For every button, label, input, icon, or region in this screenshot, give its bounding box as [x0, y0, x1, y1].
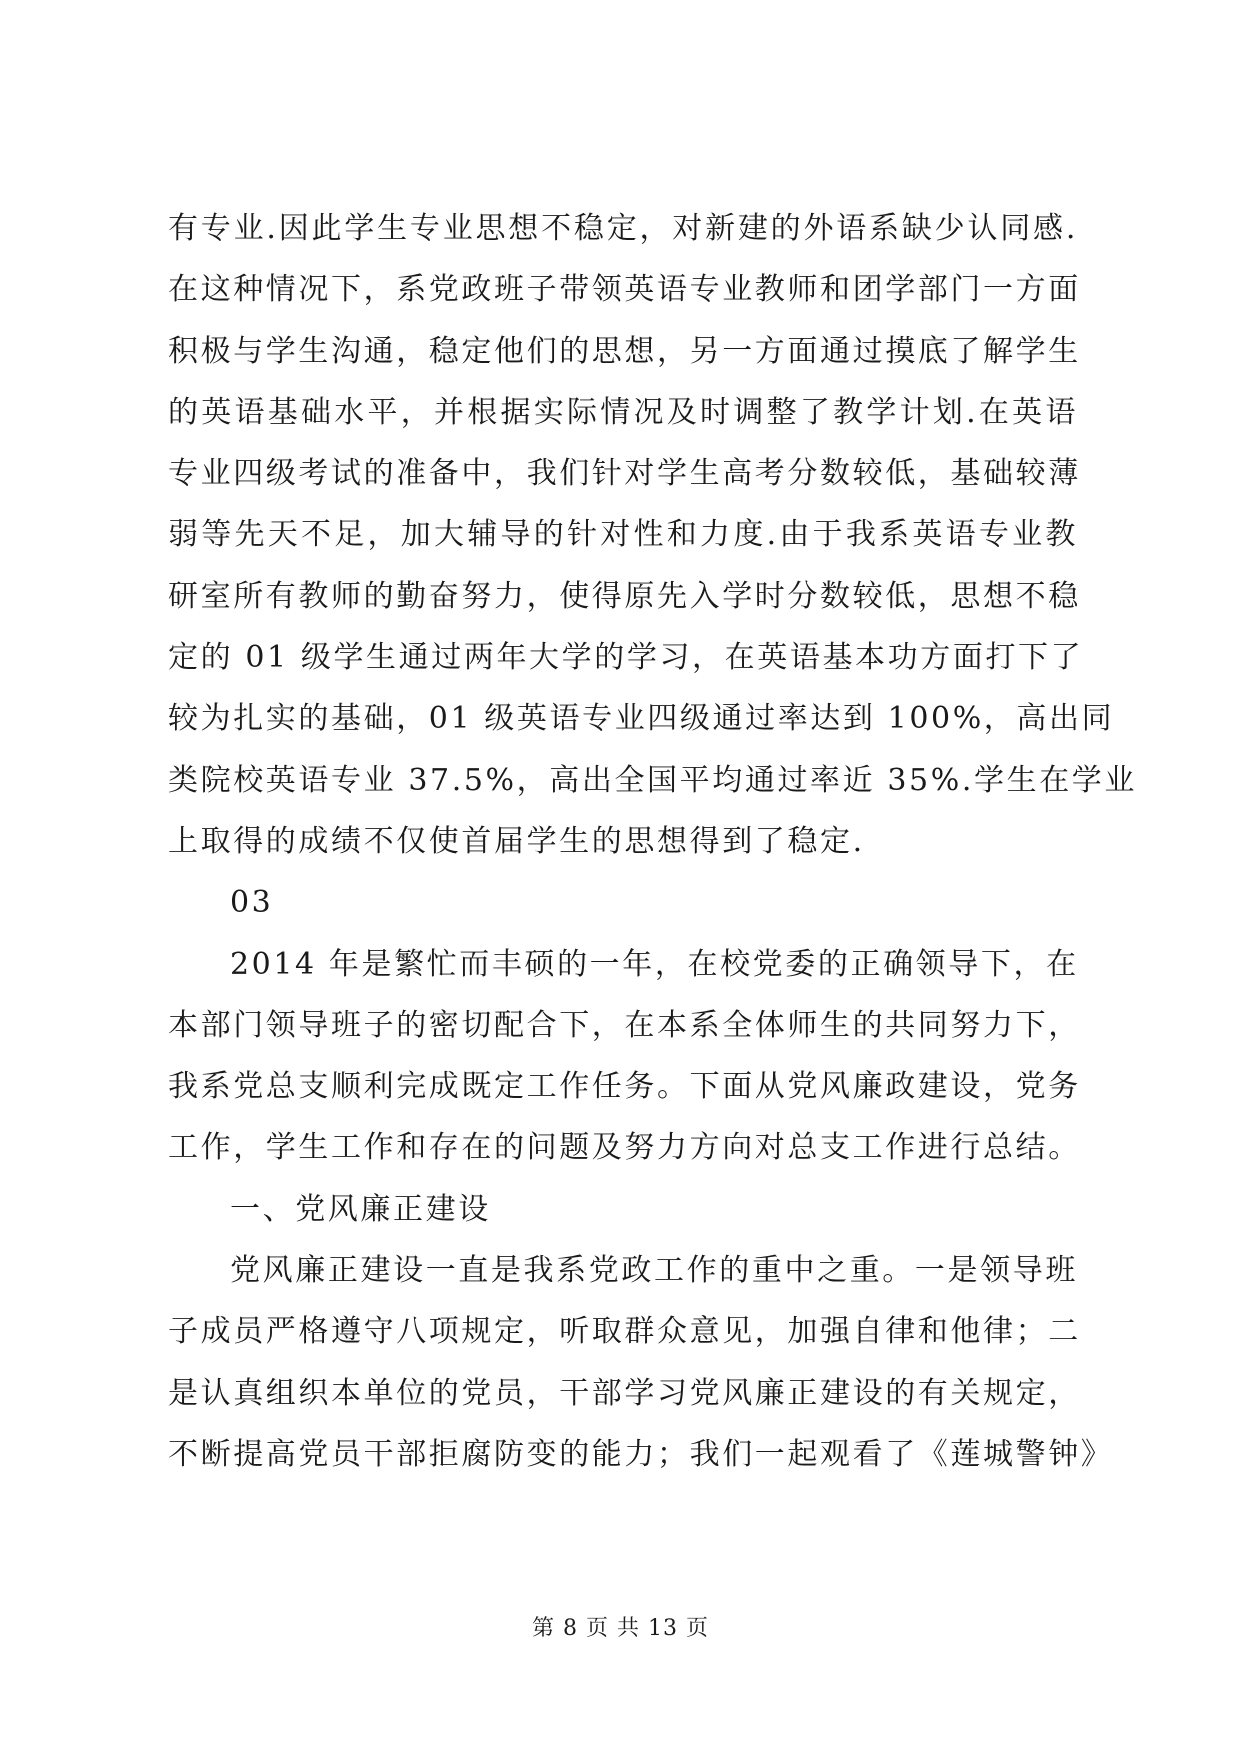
text-line: 较为扎实的基础，01 级英语专业四级通过率达到 100%，高出同	[168, 701, 1115, 737]
text-line: 子成员严格遵守八项规定，听取群众意见，加强自律和他律；二	[168, 1314, 1081, 1350]
text-line: 类院校英语专业 37.5%，高出全国平均通过率近 35%.学生在学业	[168, 762, 1137, 798]
text-line: 定的 01 级学生通过两年大学的学习，在英语基本功方面打下了	[168, 640, 1084, 676]
page-number-footer: 第 8 页 共 13 页	[532, 1616, 709, 1641]
text-line: 不断提高党员干部拒腐防变的能力；我们一起观看了《莲城警钟》	[168, 1436, 1114, 1472]
text-line: 2014 年是繁忙而丰硕的一年，在校党委的正确领导下，在	[230, 946, 1079, 982]
text-line: 在这种情况下，系党政班子带领英语专业教师和团学部门一方面	[168, 272, 1081, 308]
text-line: 积极与学生沟通，稳定他们的思想，另一方面通过摸底了解学生	[168, 333, 1081, 369]
text-line: 我系党总支顺利完成既定工作任务。下面从党风廉政建设，党务	[168, 1069, 1081, 1105]
text-line: 弱等先天不足，加大辅导的针对性和力度.由于我系英语专业教	[168, 517, 1078, 553]
text-line: 党风廉正建设一直是我系党政工作的重中之重。一是领导班	[230, 1253, 1078, 1289]
section-number: 03	[230, 885, 274, 921]
text-line: 上取得的成绩不仅使首届学生的思想得到了稳定.	[168, 823, 865, 859]
text-line: 工作，学生工作和存在的问题及努力方向对总支工作进行总结。	[168, 1130, 1081, 1166]
section-heading: 一、党风廉正建设	[230, 1191, 491, 1227]
text-line: 专业四级考试的准备中，我们针对学生高考分数较低，基础较薄	[168, 456, 1081, 492]
text-line: 的英语基础水平，并根据实际情况及时调整了教学计划.在英语	[168, 394, 1078, 430]
text-line: 有专业.因此学生专业思想不稳定，对新建的外语系缺少认同感.	[168, 211, 1078, 246]
text-line: 本部门领导班子的密切配合下，在本系全体师生的共同努力下，	[168, 1007, 1081, 1043]
text-line: 是认真组织本单位的党员，干部学习党风廉正建设的有关规定，	[168, 1375, 1081, 1411]
document-body	[168, 198, 1137, 1485]
text-line: 研室所有教师的勤奋努力，使得原先入学时分数较低，思想不稳	[168, 578, 1081, 614]
